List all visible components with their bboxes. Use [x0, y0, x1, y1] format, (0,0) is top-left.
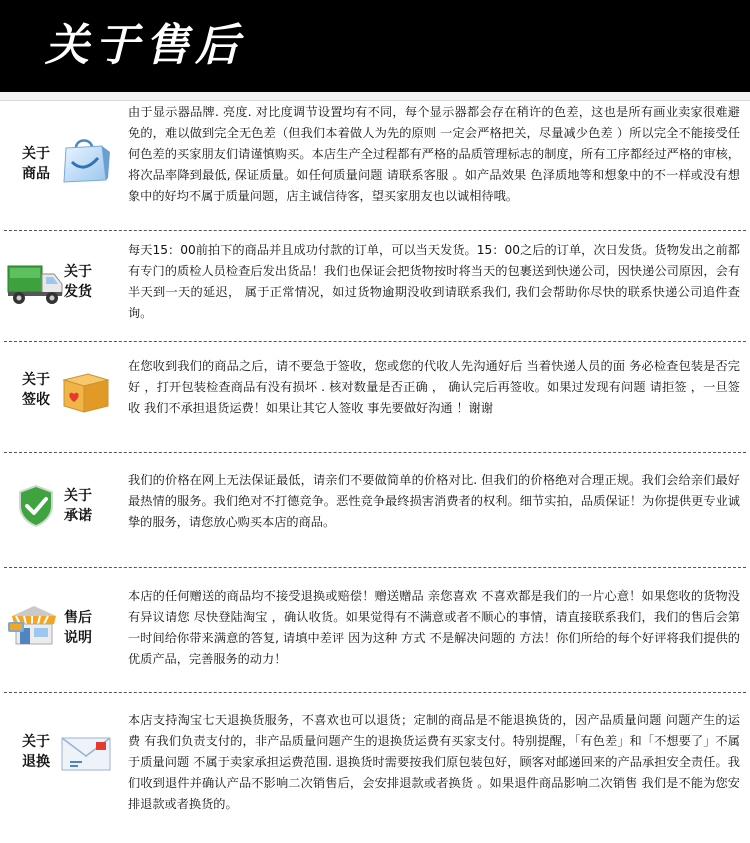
section-label-line2: 签收 — [22, 392, 50, 408]
section-label-line2: 退换 — [22, 754, 50, 770]
section-label — [14, 370, 58, 410]
return-envelope-icon — [58, 730, 114, 786]
section-label-line2: 说明 — [64, 630, 92, 646]
storefront-icon — [8, 600, 60, 656]
dashed-divider — [4, 230, 746, 231]
section-text: 本店的任何赠送的商品均不接受退换或赔偿！赠送赠品 亲您喜欢 不喜欢都是我们的一片心意！如果您收的货物没有异议请您 尽快登陆淘宝 ，确认收货。如果觉得有不满意或者不顺心的事情，请直接联系我们，我们的售后会第一时间给你带来满意的答复, 请填中差评 因为这种 方式 不是解决问题的 方法！你们所给的每个好评将我们提供的优质产品，完善服务的动力！ — [128, 589, 740, 666]
section-label-line1: 关于 — [22, 734, 50, 750]
dashed-divider — [4, 452, 746, 453]
section-label — [56, 486, 100, 526]
section-label-line2: 商品 — [22, 166, 50, 182]
section-label — [14, 144, 58, 184]
banner — [0, 0, 750, 92]
section-text: 由于显示器品牌. 亮度. 对比度调节设置均有不同，每个显示器都会存在稍许的色差，这也是所有画业卖家很难避免的，难以做到完全无色差（但我们本着做人为先的原则 一定会严格把关，尽量减少色差 ）所以完全不能接受任何色差的买家朋友们请谨慎购买。本店生产全过程都有严格的品质管理标志的制度，所有工序都经过严格的审核，将次品率降到最低, 保证质量。如任何质量问题 请联系客服 。如产品效果 色泽质地等和想象中的不一样或没有想象中的好均不属于质量问题，店主诚信待客，望买家朋友也以诚相待哦。 — [128, 105, 740, 203]
section-label-line2: 承诺 — [64, 508, 92, 524]
section-label-line1: 关于 — [22, 146, 50, 162]
delivery-truck-icon — [6, 258, 64, 314]
dashed-divider — [4, 341, 746, 342]
section-label-line2: 发货 — [64, 284, 92, 300]
section-text: 在您收到我们的商品之后，请不要急于签收，您或您的代收人先沟通好后 当着快递人员的面 务必检查包装是否完好 ，打开包装检查商品有没有损坏 . 核对数量是否正确 ， 确认完后再签收。如果过发现有问题 请拒签 ，一旦签收 我们不承担退货运费！如果让其它人签收 事先要做好沟通 ！谢谢 — [128, 359, 740, 415]
shopping-bag-icon — [58, 132, 114, 188]
package-box-icon — [58, 364, 114, 420]
banner-title: 关于售后 — [45, 20, 245, 71]
banner-divider — [0, 92, 750, 101]
shield-check-icon — [16, 484, 56, 528]
dashed-divider — [4, 567, 746, 568]
section-text: 每天15：00前拍下的商品并且成功付款的订单，可以当天发货。15：00之后的订单，次日发货。货物发出之前都有专门的质检人员检查后发出货品！我们也保证会把货物按时将当天的包裹送到快递公司，因快递公司原因，会有半天到一天的延迟， 属于正常情况，如过货物逾期没收到请联系我们, 我们会帮助你尽快的联系快递公司追件查询。 — [128, 243, 740, 320]
section-text: 我们的价格在网上无法保证最低，请亲们不要做简单的价格对比. 但我们的价格绝对合理正规。我们会给亲们最好最热情的服务。我们绝对不打德竞争。恶性竞争最终损害消费者的权利。细节实拍，品质保证！为你提供更专业诚挚的服务，请您放心购买本店的商品。 — [128, 473, 740, 529]
section-label-line1: 售后 — [64, 610, 92, 626]
section-label-line1: 关于 — [64, 488, 92, 504]
section-label-line1: 关于 — [64, 264, 92, 280]
section-label-line1: 关于 — [22, 372, 50, 388]
section-text: 本店支持淘宝七天退换货服务，不喜欢也可以退货；定制的商品是不能退换货的，因产品质量问题 问题产生的运费 有我们负责支付的，非产品质量问题产生的退换货运费有买家支付。特别提醒，「有色差」和「不想要了」不属于质量问题 不属于卖家承担运费范围. 退换货时需要按我们原包装包好，顾客对邮递回来的产品承担安全责任。我们收到退件并确认产品不影响二次销售后，会安排退款或者换货 。如果退件商品影响二次销售 我们是不能为您安排退款或者换货的。 — [128, 713, 740, 811]
dashed-divider — [4, 692, 746, 693]
section-label — [56, 608, 100, 648]
section-label — [14, 732, 58, 772]
